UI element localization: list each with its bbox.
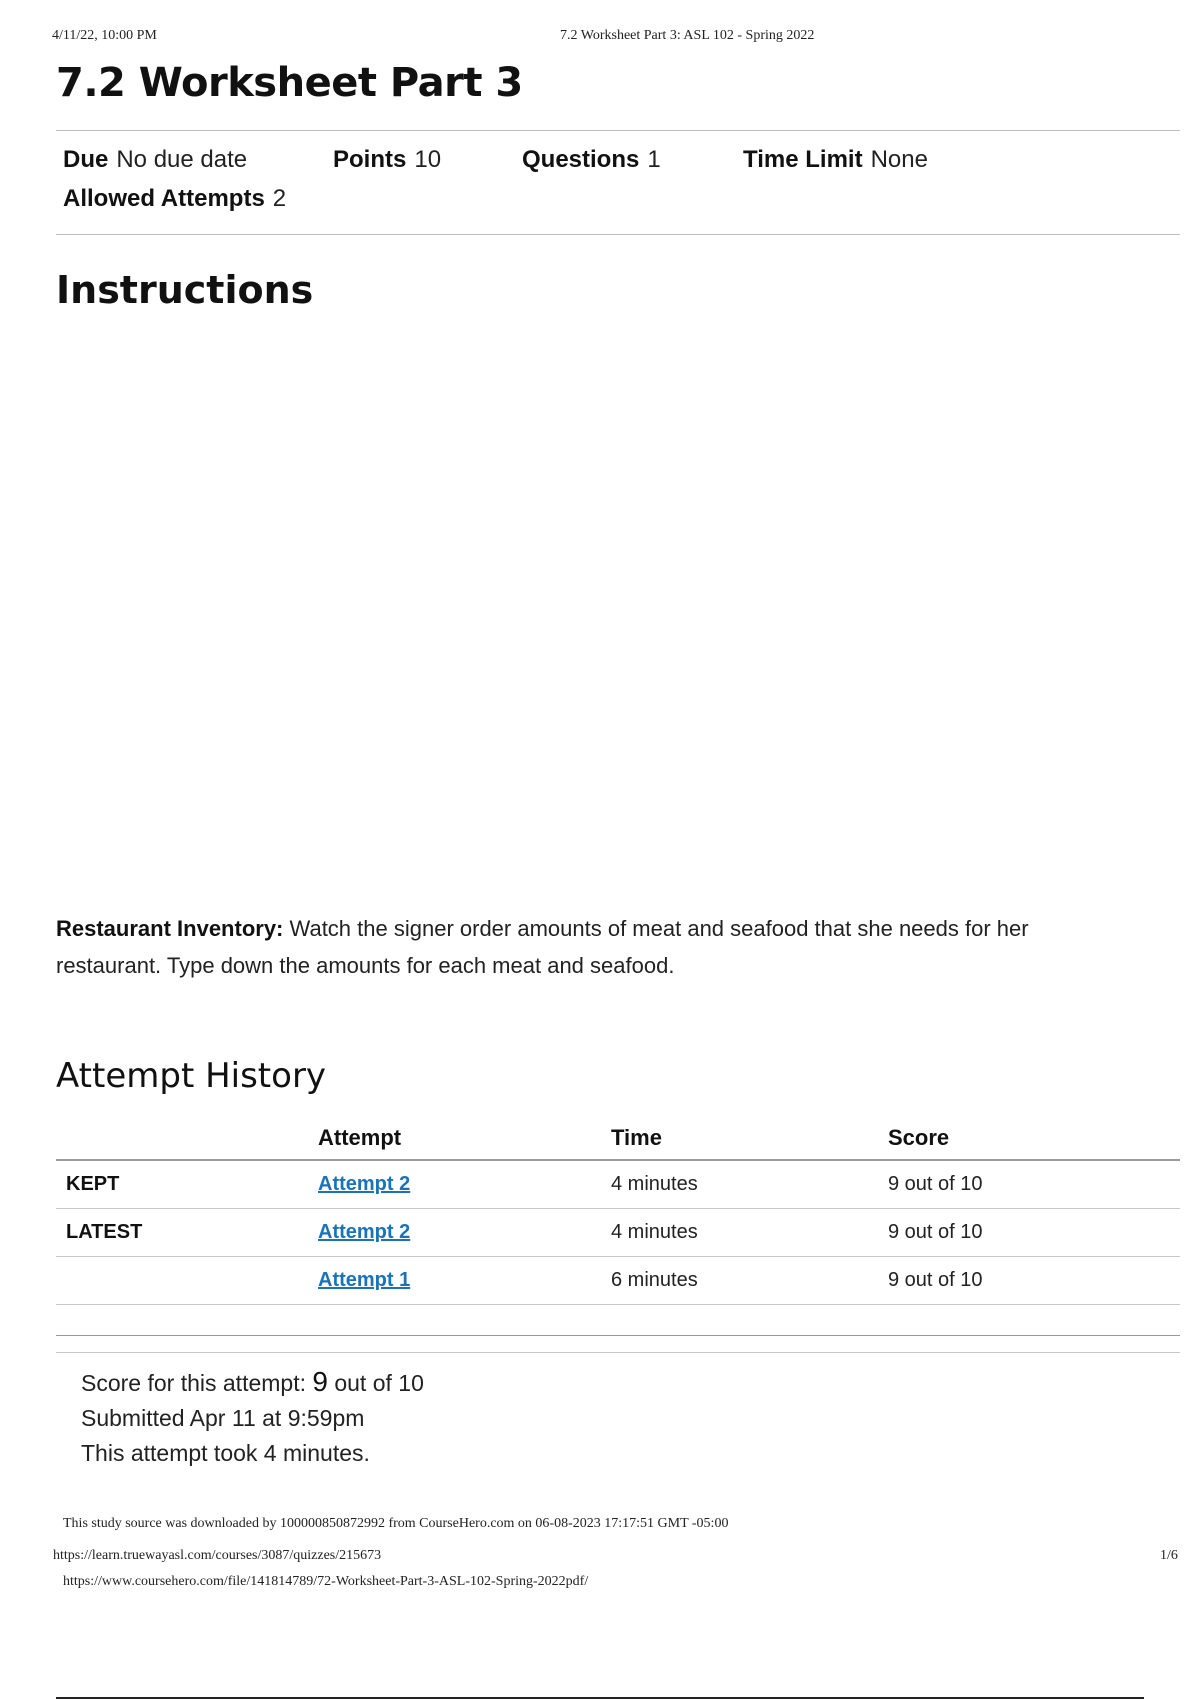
table-header-row xyxy=(56,1117,1180,1160)
row-label: LATEST xyxy=(56,1209,318,1257)
column-header-time: Time xyxy=(611,1117,888,1160)
table-row xyxy=(56,1209,1180,1257)
meta-questions-label: Questions xyxy=(522,146,640,173)
row-time: 6 minutes xyxy=(611,1257,888,1305)
score-suffix: out of 10 xyxy=(334,1370,424,1396)
video-embed-area xyxy=(56,330,1180,890)
meta-points xyxy=(333,146,441,174)
row-label xyxy=(56,1257,318,1305)
column-header-score: Score xyxy=(888,1117,1180,1160)
meta-allowed-attempts-label: Allowed Attempts xyxy=(63,185,265,212)
divider-top xyxy=(56,130,1180,131)
meta-time-limit xyxy=(743,146,928,174)
attempt-link[interactable]: Attempt 2 xyxy=(318,1173,411,1195)
duration-line: This attempt took 4 minutes. xyxy=(81,1440,370,1466)
meta-points-label: Points xyxy=(333,146,407,173)
meta-questions-value: 1 xyxy=(647,146,661,173)
meta-time-limit-label: Time Limit xyxy=(743,146,863,173)
meta-allowed-attempts-value: 2 xyxy=(272,185,287,212)
attempt-link[interactable]: Attempt 1 xyxy=(318,1269,411,1291)
row-attempt-cell xyxy=(318,1160,611,1209)
attempt-history-table xyxy=(56,1117,1180,1353)
print-header xyxy=(52,28,1152,48)
row-attempt-cell xyxy=(318,1209,611,1257)
column-header-attempt: Attempt xyxy=(318,1117,611,1160)
score-value: 9 xyxy=(312,1366,328,1397)
meta-due-label: Due xyxy=(63,146,109,173)
footer-url-secondary: https://www.coursehero.com/file/141814789/72-Worksheet-Part-3-ASL-102-Spring-2022pdf/ xyxy=(63,1574,589,1589)
print-doc-title: 7.2 Worksheet Part 3: ASL 102 - Spring 2022 xyxy=(560,28,815,43)
meta-points-value: 10 xyxy=(414,146,442,173)
row-label: KEPT xyxy=(56,1160,318,1209)
row-time: 4 minutes xyxy=(611,1160,888,1209)
score-prefix: Score for this attempt: xyxy=(81,1370,306,1396)
table-row xyxy=(56,1257,1180,1305)
attempt-history-heading: Attempt History xyxy=(56,1056,327,1096)
table-spacer-row xyxy=(56,1305,1180,1353)
score-line xyxy=(81,1364,424,1401)
attempt-link[interactable]: Attempt 2 xyxy=(318,1221,411,1243)
instructions-text xyxy=(56,910,1136,984)
divider-meta xyxy=(56,234,1180,235)
meta-allowed-attempts xyxy=(63,185,286,213)
source-note: This study source was downloaded by 100000850872992 from CourseHero.com on 06-08-2023 17:17:51 GMT -05:00 xyxy=(63,1516,729,1531)
column-header-label xyxy=(56,1117,318,1160)
meta-time-limit-value: None xyxy=(870,146,928,173)
submitted-line: Submitted Apr 11 at 9:59pm xyxy=(81,1405,365,1431)
attempt-summary xyxy=(81,1364,424,1471)
instructions-heading: Instructions xyxy=(56,268,314,312)
divider-bottom xyxy=(56,1697,1144,1699)
row-score: 9 out of 10 xyxy=(888,1209,1180,1257)
instructions-body: Watch the signer order amounts of meat and seafood that she needs for her restaurant. Type down the amounts for each meat and seafood. xyxy=(56,916,1029,978)
instructions-lead: Restaurant Inventory: xyxy=(56,916,284,941)
row-score: 9 out of 10 xyxy=(888,1257,1180,1305)
row-time: 4 minutes xyxy=(611,1209,888,1257)
print-datetime: 4/11/22, 10:00 PM xyxy=(52,28,157,43)
table-row xyxy=(56,1160,1180,1209)
divider-summary xyxy=(56,1335,1180,1336)
row-score: 9 out of 10 xyxy=(888,1160,1180,1209)
meta-due xyxy=(63,146,247,174)
page-number: 1/6 xyxy=(1160,1548,1178,1563)
meta-due-value: No due date xyxy=(116,146,248,173)
meta-questions xyxy=(522,146,661,174)
row-attempt-cell xyxy=(318,1257,611,1305)
footer-url-primary: https://learn.truewayasl.com/courses/3087/quizzes/215673 xyxy=(53,1548,382,1563)
page-title: 7.2 Worksheet Part 3 xyxy=(56,60,523,106)
